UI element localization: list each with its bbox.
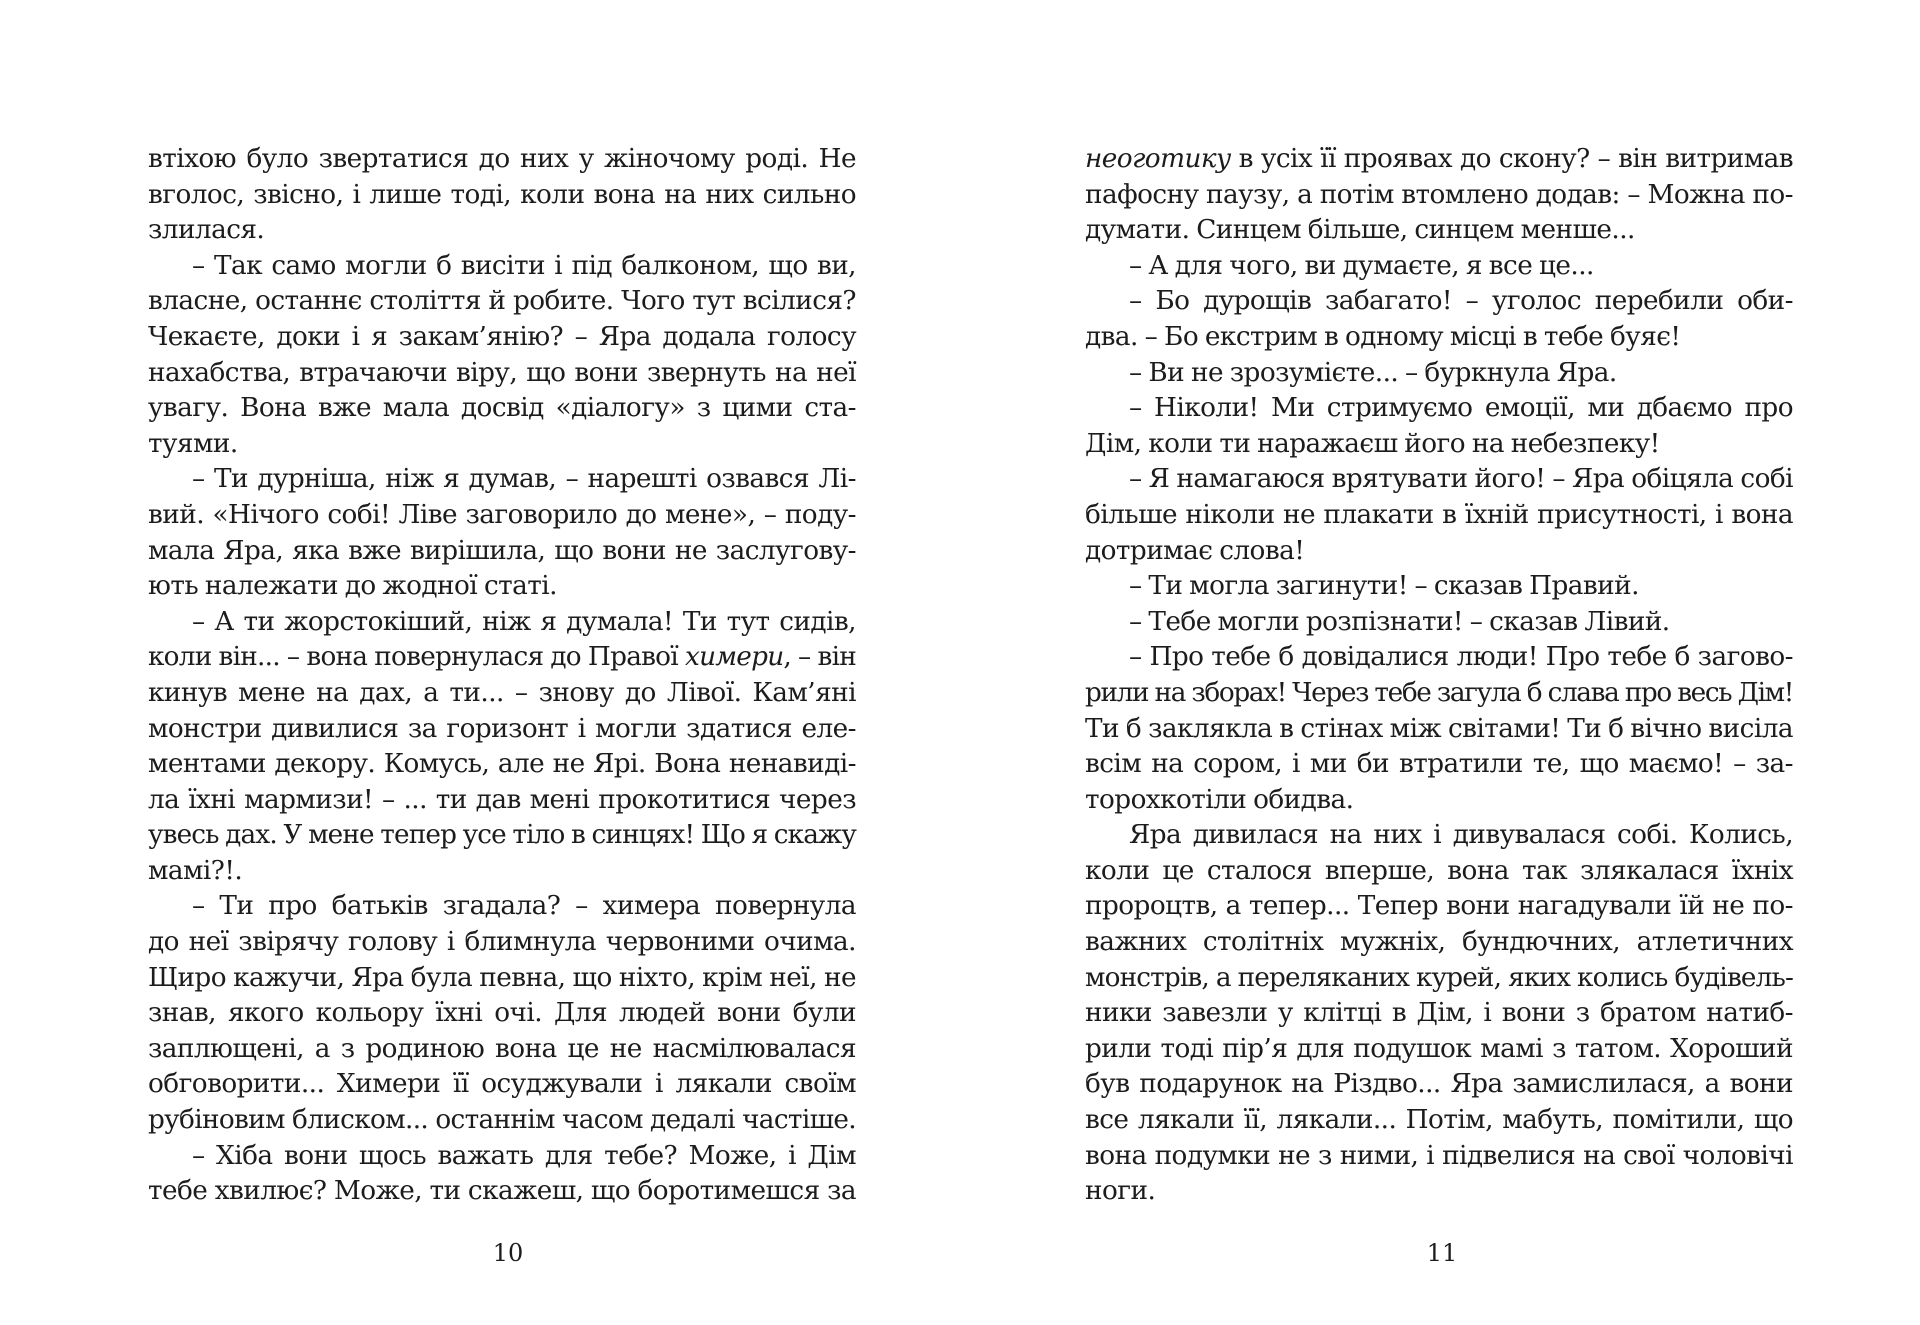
text-line: – А для чого, ви думаєте, я все це... [1129, 250, 1594, 281]
italic-word: химери [684, 642, 784, 673]
text-line: обговорити... Химери її осуджували і лякали своїм [148, 1069, 856, 1100]
text-line: мала Яра, яка вже вирішила, що вони не заслугову- [148, 535, 856, 566]
text-line: увесь дах. У мене тепер усе тіло в синцях! Що я скажу [148, 820, 856, 851]
text-line: торохкотіли обидва. [1085, 784, 1354, 815]
text-line: ють належати до жодної статі. [148, 571, 557, 602]
text-line: ники завезли у клітці в Дім, і вони з братом натиб- [1085, 998, 1793, 1029]
text-line: ментами декору. Комусь, але не Ярі. Вона ненавиді- [148, 749, 856, 780]
text-line: вона подумки не з ними, і підвелися на свої чоловічі [1085, 1140, 1793, 1171]
text-line: втіхою було звертатися до них у жіночому роді. Не [148, 144, 856, 174]
text-line: дотримає слова! [1085, 535, 1305, 566]
text-line: Яра дивилася на них і дивувалася собі. Колись, [1129, 820, 1793, 851]
text-line: монстри дивилися за горизонт і могли здатися еле- [148, 713, 856, 744]
text-line: тебе хвилює? Може, ти скажеш, що боротимешся за [148, 1176, 856, 1207]
text-line: власне, останнє століття й робите. Чого тут всілися? [148, 286, 856, 317]
text-line: Чекаєте, доки і я закам’янію? – Яра додала голосу [148, 321, 856, 352]
text-line: – Бо дурощів забагато! – уголос перебили оби- [1129, 286, 1793, 317]
text-line: ноги. [1085, 1176, 1156, 1207]
text-line: мамі?!. [148, 855, 243, 886]
right-page [960, 0, 1920, 1325]
text-line: злилася. [148, 215, 265, 246]
text-line: Дім, коли ти наражаєш його на небезпеку! [1085, 428, 1660, 459]
page-number: 11 [1426, 1239, 1458, 1267]
left-page-text [148, 142, 856, 1210]
text-line: коли він... – вона повернулася до Правої химери, – він [148, 642, 857, 673]
text-line: був подарунок на Різдво... Яра замислилася, а вони [1085, 1069, 1793, 1100]
text-line: до неї звірячу голову і блимнула червоними очима. [148, 927, 856, 958]
text-line: заплющені, а з родиною вона це не насмілювалася [148, 1033, 856, 1064]
text-line: важних столітніх мужніх, бундючних, атлетичних [1085, 927, 1793, 958]
text-line: кинув мене на дах, а ти... – знову до Лівої. Кам’яні [148, 677, 856, 708]
text-line: два. – Бо екстрим в одному місці в тебе буяє! [1085, 321, 1681, 352]
page-number: 10 [492, 1239, 524, 1267]
text-line: пафосну паузу, а потім втомлено додав: – Можна по- [1085, 179, 1793, 210]
text-line: – Хіба вони щось важать для тебе? Може, і Дім [192, 1140, 856, 1171]
text-line: нахабства, втрачаючи віру, що вони звернуть на неї [148, 357, 856, 388]
text-line: – Ти дурніша, ніж я думав, – нарешті озвався Лі- [192, 464, 856, 495]
text-line: пророцтв, а тепер... Тепер вони нагадували їй не по- [1085, 891, 1793, 922]
text-line: – Ти про батьків згадала? – химера повернула [192, 891, 856, 922]
text-line: монстрів, а переляканих курей, яких колись будівель- [1085, 962, 1793, 993]
text-line: коли це сталося вперше, вона так злякалася їхніх [1085, 855, 1793, 886]
text-line: туями. [148, 428, 238, 459]
text-line: все лякали її, лякали... Потім, мабуть, помітили, що [1085, 1105, 1793, 1136]
text-line: – Про тебе б довідалися люди! Про тебе б загово- [1129, 642, 1793, 673]
text-line: – Ви не зрозумієте... – буркнула Яра. [1129, 357, 1617, 388]
text-line: – Ти могла загинути! – сказав Правий. [1129, 571, 1639, 602]
text-line: ла їхні мармизи! – ... ти дав мені прокотитися через [148, 784, 856, 815]
text-line: – А ти жорстокіший, ніж я думала! Ти тут сидів, [192, 606, 856, 637]
text-line: неоготику в усіх її проявах до скону? – він витримав [1085, 144, 1793, 174]
text-line: рили тоді пір’я для подушок мамі з татом. Хороший [1085, 1033, 1793, 1064]
text-line: Щиро кажучи, Яра була певна, що ніхто, крім неї, не [148, 962, 856, 993]
text-line: – Так само могли б висіти і під балконом, що ви, [192, 250, 856, 281]
text-line: – Тебе могли розпізнати! – сказав Лівий. [1129, 606, 1670, 637]
text-line: знав, якого кольору їхні очі. Для людей вони були [148, 998, 856, 1029]
text-line: увагу. Вона вже мала досвід «діалогу» з цими ста- [148, 393, 856, 424]
text-line: всім на сором, і ми би втратили те, що маємо! – за- [1085, 749, 1793, 780]
right-page-text [1085, 142, 1793, 1210]
text-line: рубіновим блиском... останнім часом дедалі частіше. [148, 1105, 856, 1136]
text-line: вголос, звісно, і лише тоді, коли вона на них сильно [148, 179, 856, 210]
italic-word: неоготику [1085, 144, 1231, 174]
text-line: – Я намагаюся врятувати його! – Яра обіцяла собі [1129, 464, 1793, 495]
text-line: вий. «Нічого собі! Ліве заговорило до мене», – поду- [148, 499, 856, 530]
text-line: Ти б заклякла в стінах між світами! Ти б вічно висіла [1085, 713, 1793, 744]
text-line: думати. Синцем більше, синцем менше... [1085, 215, 1635, 246]
text-line: рили на зборах! Через тебе загула б слава про весь Дім! [1085, 677, 1793, 708]
text-line: – Ніколи! Ми стримуємо емоції, ми дбаємо про [1129, 393, 1793, 424]
text-line: більше ніколи не плакати в їхній присутності, і вона [1085, 499, 1793, 530]
